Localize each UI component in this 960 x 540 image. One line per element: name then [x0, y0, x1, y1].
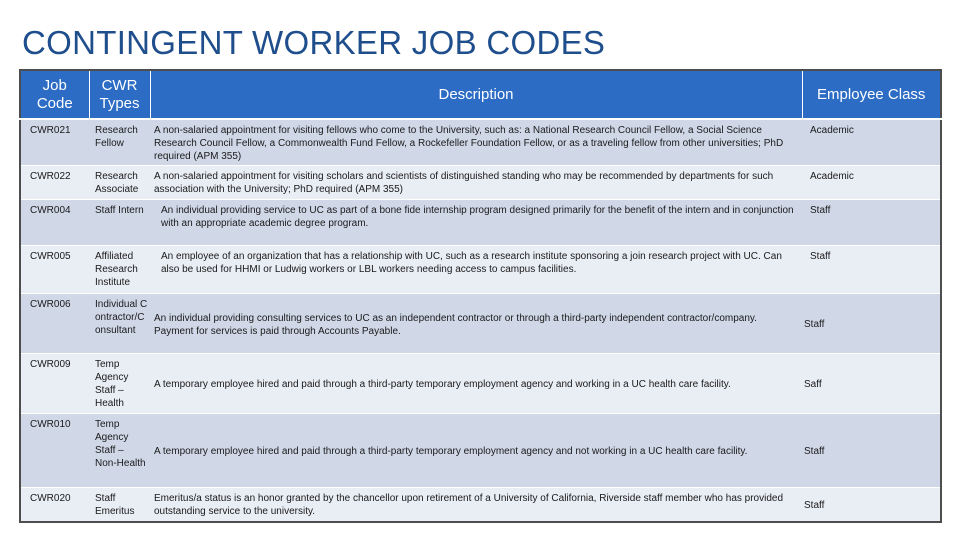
cwr-type-cell: Individual Contractor/Consultant [89, 294, 150, 354]
employee-class-cell: Academic [802, 119, 941, 166]
cwr-type-cell: Temp Agency Staff – Non-Health [89, 414, 150, 488]
cwr-type-cell: Temp Agency Staff – Health [89, 354, 150, 414]
employee-class-cell: Saff [802, 354, 941, 414]
header-job-code: Job Code [20, 70, 89, 119]
employee-class-cell: Academic [802, 166, 941, 200]
employee-class-cell: Staff [802, 246, 941, 294]
page-title: CONTINGENT WORKER JOB CODES [22, 24, 606, 61]
cwr-type-cell: Staff Emeritus [89, 488, 150, 522]
table-row [20, 488, 941, 522]
table-row [20, 119, 941, 166]
description-cell: A temporary employee hired and paid through a third-party temporary employment agency and working in a UC health care facility. [150, 354, 802, 414]
description-cell: An individual providing service to UC as part of a bone fide internship program designed primarily for the benefit of the intern and in conjunction with an appropriate academic degree program. [150, 200, 802, 246]
table-row [20, 166, 941, 200]
employee-class-cell: Staff [802, 200, 941, 246]
description-cell: A non-salaried appointment for visiting fellows who come to the University, such as: a National Research Council Fellow, a Social Science Research Council Fellow, a Commonwealth Fund Fellow, a Rockefeller Foundation Fellow, or as a traveling fellow from other universities; PhD required (APM 355) [150, 119, 802, 166]
job-code-cell: CWR021 [20, 119, 89, 166]
table-header-row [20, 70, 941, 119]
description-cell: An employee of an organization that has a relationship with UC, such as a research institute sponsoring a join research project with UC. Can also be used for HHMI or Ludwig workers or LBL workers needing access to campus facilities. [150, 246, 802, 294]
employee-class-cell: Staff [802, 488, 941, 522]
description-cell: A temporary employee hired and paid through a third-party temporary employment agency and not working in a UC health care facility. [150, 414, 802, 488]
description-cell: Emeritus/a status is an honor granted by the chancellor upon retirement of a University of California, Riverside staff member who has provided outstanding service to the university. [150, 488, 802, 522]
header-cwr-types: CWR Types [89, 70, 150, 119]
employee-class-cell: Staff [802, 414, 941, 488]
job-code-cell: CWR020 [20, 488, 89, 522]
employee-class-cell: Staff [802, 294, 941, 354]
job-code-cell: CWR005 [20, 246, 89, 294]
job-codes-table [19, 69, 942, 523]
table-row [20, 200, 941, 246]
table-row [20, 354, 941, 414]
cwr-type-cell: Research Fellow [89, 119, 150, 166]
job-code-cell: CWR009 [20, 354, 89, 414]
header-description: Description [150, 70, 802, 119]
cwr-type-cell: Affiliated Research Institute [89, 246, 150, 294]
description-cell: A non-salaried appointment for visiting scholars and scientists of distinguished standing who may be recommended by departments for such association with the University; PhD required (APM 355) [150, 166, 802, 200]
job-code-cell: CWR022 [20, 166, 89, 200]
cwr-type-cell: Research Associate [89, 166, 150, 200]
table-row [20, 414, 941, 488]
cwr-type-cell: Staff Intern [89, 200, 150, 246]
description-cell: An individual providing consulting services to UC as an independent contractor or through a third-party independent contractor/company. Payment for services is paid through Accounts Payable. [150, 294, 802, 354]
table-row [20, 294, 941, 354]
job-code-cell: CWR010 [20, 414, 89, 488]
job-code-cell: CWR006 [20, 294, 89, 354]
job-code-cell: CWR004 [20, 200, 89, 246]
table-row [20, 246, 941, 294]
header-employee-class: Employee Class [802, 70, 941, 119]
